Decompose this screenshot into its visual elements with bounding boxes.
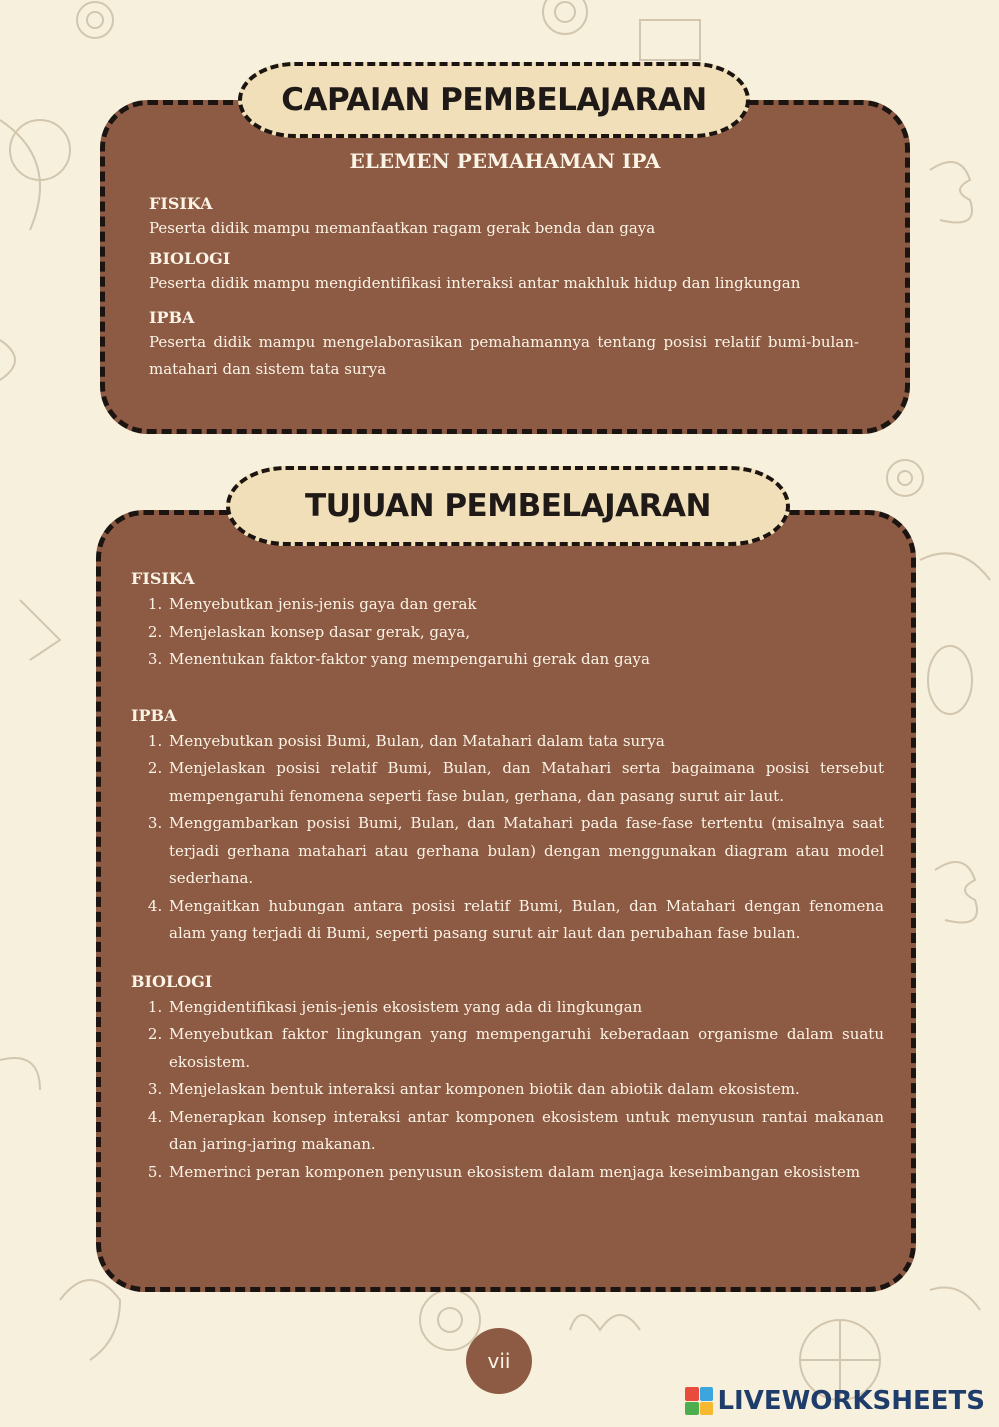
capaian-subject-fisika: FISIKA: [149, 194, 213, 213]
capaian-subject-ipba: IPBA: [149, 308, 195, 327]
list-item: 1. Mengidentifikasi jenis-jenis ekosistem yang ada di lingkungan: [167, 994, 884, 1022]
tujuan-subject-fisika: FISIKA: [131, 569, 195, 588]
tujuan-subject-ipba: IPBA: [131, 705, 177, 725]
capaian-desc-biologi: Peserta didik mampu mengidentifikasi interaksi antar makhluk hidup dan lingkungan: [149, 274, 801, 292]
tujuan-section-ipba: [131, 704, 884, 948]
liveworksheets-brand[interactable]: [685, 1386, 985, 1416]
page-number: vii: [466, 1328, 532, 1394]
list-item: 3. Menggambarkan posisi Bumi, Bulan, dan Matahari pada fase-fase tertentu (misalnya saat terjadi gerhana matahari atau gerhana bulan) dengan menggunakan diagram atau model sederhana.: [167, 810, 884, 893]
list-item: 4. Menerapkan konsep interaksi antar komponen ekosistem untuk menyusun rantai makanan dan jaring-jaring makanan.: [167, 1104, 884, 1159]
list-item: 2. Menjelaskan posisi relatif Bumi, Bulan, dan Matahari serta bagaimana posisi tersebut mempengaruhi fenomena seperti fase bulan, gerhana, dan pasang surut air laut.: [167, 755, 884, 810]
brand-label: LIVEWORKSHEETS: [717, 1386, 985, 1416]
list-item: 2. Menjelaskan konsep dasar gerak, gaya,: [167, 619, 884, 647]
list-item: 4. Mengaitkan hubungan antara posisi relatif Bumi, Bulan, dan Matahari dengan fenomena alam yang terjadi di Bumi, seperti pasang surut air laut dan perubahan fase bulan.: [167, 893, 884, 948]
capaian-desc-fisika: Peserta didik mampu memanfaatkan ragam gerak benda dan gaya: [149, 219, 656, 237]
tujuan-panel: [96, 510, 916, 1292]
list-item: 1. Menyebutkan posisi Bumi, Bulan, dan Matahari dalam tata surya: [167, 728, 884, 756]
liveworksheets-logo-icon: [685, 1387, 713, 1415]
capaian-desc-ipba: Peserta didik mampu mengelaborasikan pemahamannya tentang posisi relatif bumi-bulan-matahari dan sistem tata surya: [149, 333, 859, 378]
capaian-panel: [100, 100, 910, 434]
tujuan-title: TUJUAN PEMBELAJARAN: [226, 466, 790, 546]
tujuan-section-fisika: [131, 567, 884, 674]
list-item: 5. Memerinci peran komponen penyusun ekosistem dalam menjaga keseimbangan ekosistem: [167, 1159, 884, 1187]
element-title: ELEMEN PEMAHAMAN IPA: [349, 149, 661, 173]
capaian-title: CAPAIAN PEMBELAJARAN: [238, 62, 750, 138]
list-item: 2. Menyebutkan faktor lingkungan yang mempengaruhi keberadaan organisme dalam suatu ekosistem.: [167, 1021, 884, 1076]
list-item: 1. Menyebutkan jenis-jenis gaya dan gerak: [167, 591, 884, 619]
tujuan-subject-biologi: BIOLOGI: [131, 971, 213, 991]
list-item: 3. Menjelaskan bentuk interaksi antar komponen biotik dan abiotik dalam ekosistem.: [167, 1076, 884, 1104]
capaian-subject-biologi: BIOLOGI: [149, 249, 231, 268]
list-item: 3. Menentukan faktor-faktor yang mempengaruhi gerak dan gaya: [167, 646, 884, 674]
tujuan-section-biologi: [131, 970, 884, 1187]
